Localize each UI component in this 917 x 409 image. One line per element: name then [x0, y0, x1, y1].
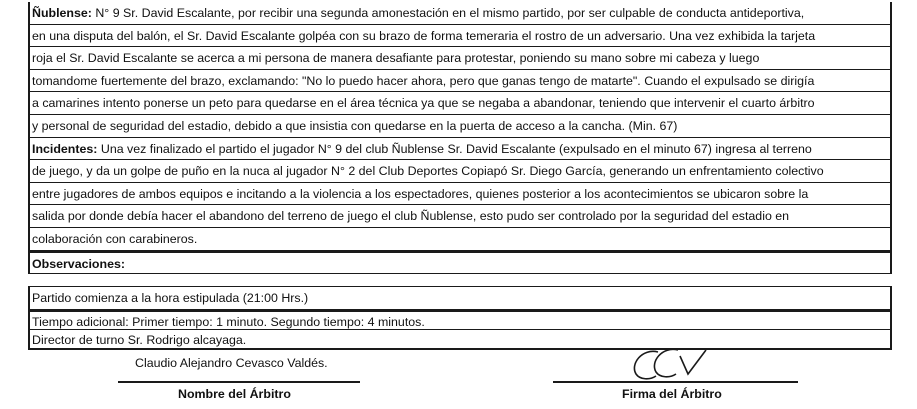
tiempo-section [28, 310, 892, 350]
incidentes-line-4: salida por donde debía hacer el abandono del terreno de juego el club Ñublense, esto pudo ser controlado por la seguridad del estadio en [30, 205, 890, 228]
report-section [28, 2, 892, 274]
signature-image [628, 344, 718, 384]
incidentes-line-5: colaboración con carabineros. [30, 228, 890, 251]
incidentes-line-2: de juego, y da un golpe de puño en la nuca al jugador N° 2 del Club Deportes Copiapó Sr. Diego García, generando un enfrentamiento colectivo [30, 160, 890, 183]
signature-stroke-v [680, 350, 706, 374]
observaciones-heading: Observaciones: [30, 251, 890, 274]
nublense-line-4: tomandome fuertemente del brazo, exclamando: "No lo puedo hacer ahora, pero que ganas tengo de matarte". Cuando el expulsado se dirigía [30, 70, 890, 93]
incidentes-label: Incidentes: [32, 141, 98, 156]
nublense-line-5: a camarines intento ponerse un peto para quedarse en el área técnica ya que se negaba a abandonar, teniendo que intervenir el cuarto árbitro [30, 92, 890, 115]
nublense-line-2: en una disputa del balón, el Sr. David Escalante golpéa con su brazo de forma temeraria el rostro de un adversario. Una vez exhibida la tarjeta [30, 25, 890, 48]
nublense-line-6: y personal de seguridad del estadio, debido a que insistia con quedarse en la puerta de acceso a la cancha. (Min. 67) [30, 115, 890, 138]
incidentes-line-1: Incidentes: Una vez finalizado el partido el jugador N° 9 del club Ñublense Sr. David Escalante (expulsado en el minuto 67) ingresa al terreno [30, 138, 890, 161]
incidentes-line-3: entre jugadores de ambos equipos e incitando a la violencia a los espectadores, quienes posterior a los acontecimientos se ubicaron sobre la [30, 183, 890, 206]
name-caption: Nombre del Árbitro [178, 387, 291, 401]
partido-section [28, 286, 892, 310]
director-line: Director de turno Sr. Rodrigo alcayaga. [32, 333, 247, 347]
referee-name: Claudio Alejandro Cevasco Valdés. [135, 356, 328, 370]
nublense-line-1: Ñublense: N° 9 Sr. David Escalante, por recibir una segunda amonestación en el mismo partido, por ser culpable de conducta antideportiva, [30, 2, 890, 25]
tiempo-line: Tiempo adicional: Primer tiempo: 1 minuto. Segundo tiempo: 4 minutos. [30, 312, 890, 330]
signature-line [553, 381, 798, 383]
name-line [118, 381, 360, 383]
nublense-line-3: roja el Sr. David Escalante se acerca a mi persona de manera desafiante para protestar, poniendo su mano sobre mi cabeza y luego [30, 47, 890, 70]
nublense-label: Ñublense: [32, 6, 92, 20]
signature-caption: Firma del Árbitro [622, 387, 722, 401]
partido-line: Partido comienza a la hora estipulada (21:00 Hrs.) [32, 291, 309, 305]
signature-stroke-c2 [654, 349, 678, 376]
